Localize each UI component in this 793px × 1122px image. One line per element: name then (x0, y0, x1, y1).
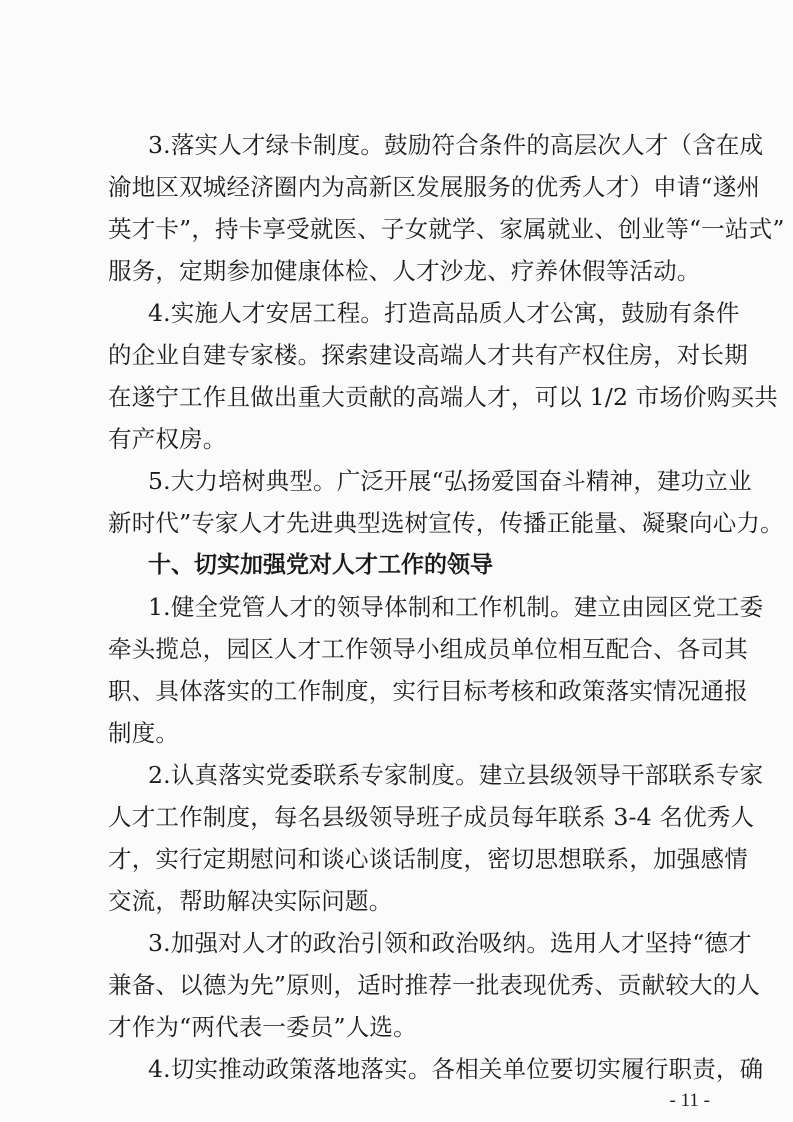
text-line: 2.认真落实党委联系专家制度。建立县级领导干部联系专家 (148, 761, 764, 789)
text-line: 才作为“两代表一委员”人选。 (108, 1013, 417, 1041)
text-line: 人才工作制度，每名县级领导班子成员每年联系 3-4 名优秀人 (108, 803, 755, 831)
text-line: 3.加强对人才的政治引领和政治吸纳。选用人才坚持“德才 (148, 929, 752, 957)
page-number: - 11 - (669, 1090, 710, 1111)
text-line: 交流，帮助解决实际问题。 (108, 887, 393, 915)
text-line: 在遂宁工作且做出重大贡献的高端人才，可以 1/2 市场价购买共 (108, 383, 778, 411)
text-line: 的企业自建专家楼。探索建设高端人才共有产权住房，对长期 (108, 341, 748, 369)
text-line: 职、具体落实的工作制度，实行目标考核和政策落实情况通报 (108, 677, 748, 705)
text-line: 4.切实推动政策落地落实。各相关单位要切实履行职责，确 (148, 1055, 764, 1083)
text-line: 1.健全党管人才的领导体制和工作机制。建立由园区党工委 (148, 593, 764, 621)
text-line: 兼备、以德为先”原则，适时推荐一批表现优秀、贡献较大的人 (108, 971, 761, 999)
text-line: 服务，定期参加健康体检、人才沙龙、疗养休假等活动。 (108, 257, 701, 285)
text-line: 牵头揽总，园区人才工作领导小组成员单位相互配合、各司其 (108, 635, 748, 663)
text-line: 新时代”专家人才先进典型选树宣传，传播正能量、凝聚向心力。 (108, 509, 784, 537)
text-line: 5.大力培树典型。广泛开展“弘扬爱国奋斗精神，建功立业 (148, 467, 752, 495)
text-line: 4.实施人才安居工程。打造高品质人才公寓，鼓励有条件 (148, 299, 740, 327)
section-heading: 十、切实加强党对人才工作的领导 (148, 552, 493, 578)
text-line: 3.落实人才绿卡制度。鼓励符合条件的高层次人才（含在成 (148, 131, 764, 159)
text-line: 渝地区双城经济圈内为高新区发展服务的优秀人才）申请“遂州 (108, 173, 761, 201)
text-line: 制度。 (108, 719, 180, 747)
text-line: 英才卡”，持卡享受就医、子女就学、家属就业、创业等“一站式” (108, 215, 785, 243)
text-line: 有产权房。 (108, 425, 227, 453)
text-line: 才，实行定期慰问和谈心谈话制度，密切思想联系，加强感情 (108, 845, 748, 873)
